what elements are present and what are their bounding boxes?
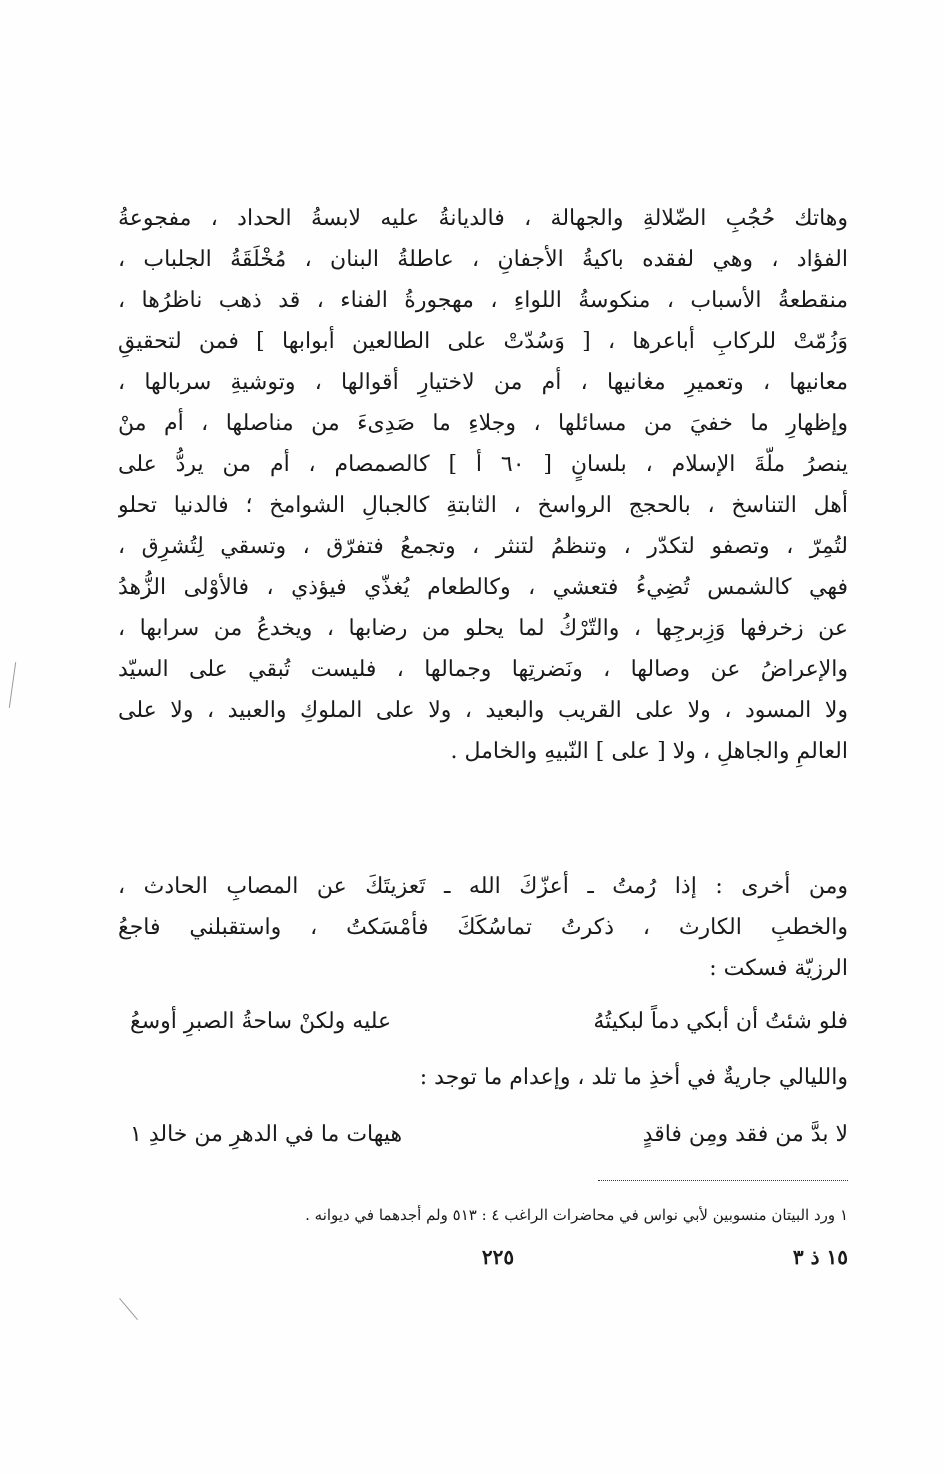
- text-line: وإظهارِ ما خفيَ من مسائلها ، وجلاءِ ما صَدِىءَ من مناصلها ، أم منْ: [118, 411, 848, 436]
- text-line: والإعراضُ عن وصالها ، ونَضرتِها وجمالها ، فليست تُبقي على السيّد: [118, 657, 848, 682]
- printer-signature: ١٥ ذ ٣: [792, 1245, 848, 1269]
- text-line: ينصرُ ملّةَ الإسلام ، بلسانٍ [ ٦٠ أ ] كالصمصام ، أم من يردُّ على: [118, 452, 848, 477]
- footnote: ١ ورد البيتان منسوبين لأبي نواس في محاضرات الراغب ٤ : ٥١٣ ولم أجدهما في ديوانه .: [305, 1206, 848, 1224]
- scan-artifact: [119, 1298, 138, 1320]
- text-line: معانيها ، وتعميرِ مغانيها ، أم من لاختيارِ أقوالها ، وتوشيةِ سربالها ،: [118, 370, 848, 395]
- main-paragraph: [118, 198, 848, 772]
- text-line: وَزُمّتْ للركابِ أباعرها ، [ وَسُدّتْ على الطالعين أبوابها ] فمن لتحقيقِ: [118, 329, 848, 354]
- text-line: وهاتك حُجُبِ الضّلالةِ والجهالة ، فالديانةُ عليه لابسةُ الحداد ، مفجوعةُ: [118, 206, 848, 231]
- prose-line: والليالي جاريةٌ في أخذِ ما تلد ، وإعدام ما توجد :: [419, 1065, 848, 1090]
- text-line: الفؤاد ، وهي لفقده باكيةُ الأجفانِ ، عاطلةُ البنان ، مُخْلَقَةُ الجلباب ،: [118, 247, 848, 272]
- text-line: العالمِ والجاهلِ ، ولا [ على ] النّبيهِ والخامل .: [450, 739, 848, 764]
- verse-first-hemistich: فلو شئتُ أن أبكي دماً لبكيتُهُ: [593, 1009, 848, 1034]
- text-line: الرزيّة فسكت :: [709, 956, 848, 981]
- text-line: عن زخرفها وَزِبرجِها ، والتّرْكُ لما يحلو من رضابها ، ويخدعُ من سرابها ،: [118, 616, 848, 641]
- text-line: أهل التناسخ ، بالحجج الرواسخ ، الثابتةِ كالجبالِ الشوامخ ؛ فالدنيا تحلو: [118, 493, 848, 518]
- text-line: ومن أخرى : إذا رُمتُ ـ أعزّكَ الله ـ تَعزيتَكَ عن المصابِ الحادث ،: [118, 874, 848, 899]
- verse-second-hemistich: عليه ولكنْ ساحةُ الصبرِ أوسعُ: [130, 1009, 392, 1034]
- text-line: لتُمِرّ ، وتصفو لتكدّر ، وتنظمُ لتنثر ، وتجمعُ فتفرّق ، وتسقي لِتُشرِق ،: [118, 534, 848, 559]
- page-number: ٢٢٥: [481, 1245, 515, 1269]
- text-line: ولا المسود ، ولا على القريب والبعيد ، ولا على الملوكِ والعبيد ، ولا على: [118, 698, 848, 723]
- footnote-divider: [598, 1180, 848, 1181]
- poem-verse: [130, 1000, 848, 1044]
- scan-artifact: [9, 662, 16, 708]
- verse-second-hemistich: هيهات ما في الدهرِ من خالدِ ١: [130, 1122, 403, 1147]
- verse-first-hemistich: لا بدَّ من فقد ومِن فاقدٍ: [642, 1122, 848, 1147]
- second-paragraph: [118, 866, 848, 989]
- poem-verse: [130, 1113, 848, 1157]
- text-line: فهي كالشمس تُضِيءُ فتعشي ، وكالطعام يُغذّي فيؤذي ، فالأوْلى الزُّهدُ: [118, 575, 848, 600]
- text-line: منقطعةُ الأسباب ، منكوسةُ اللواءِ ، مهجورةُ الفناء ، قد ذهب ناظرُها ،: [118, 288, 848, 313]
- text-line: والخطبِ الكارث ، ذكرتُ تماسُكَكَ فأمْسَكتُ ، واستقبلني فاجعُ: [118, 915, 848, 940]
